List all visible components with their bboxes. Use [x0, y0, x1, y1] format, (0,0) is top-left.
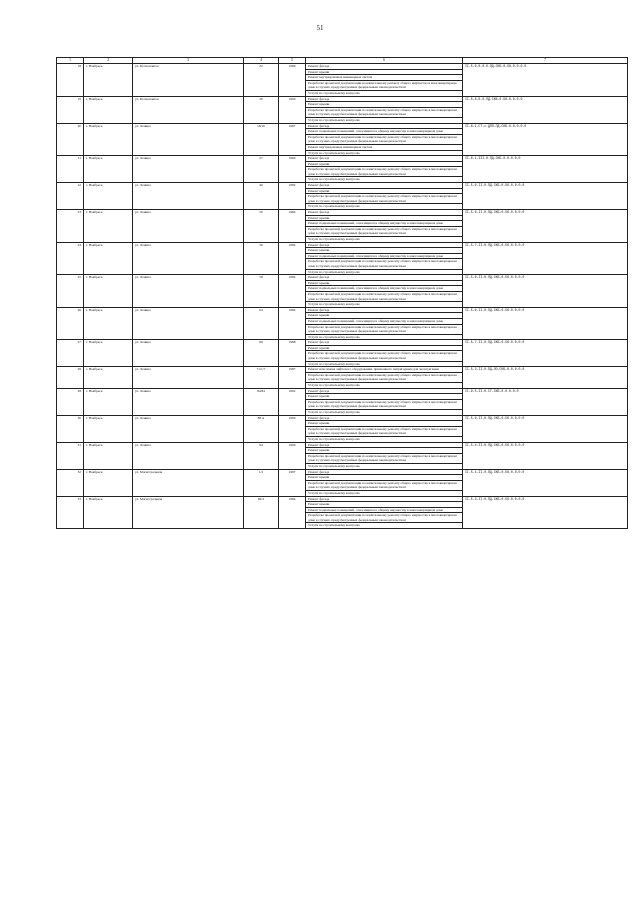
work-type-cell: Разработка проектной документации по капитальному ремонту общего имущества в многоквартирном доме в случаях, предусмотренных федеральным законодательством	[306, 291, 463, 301]
row-number: 31	[57, 442, 84, 469]
col-header: 4	[244, 58, 279, 64]
house-cell: 68	[244, 340, 279, 367]
col-header: 3	[133, 58, 244, 64]
work-type-cell: Услуги по строительному контролю	[306, 269, 463, 275]
year-cell: 1984	[279, 210, 306, 243]
year-cell: 1984	[279, 496, 306, 529]
city-cell: г. Ноябрьск	[84, 242, 133, 275]
work-code-cell: II-5-3-II-0-ПД-СКБ-0-56-0-0-0-0	[463, 496, 628, 529]
work-type-cell: Ремонт подвальных помещений, относящихся к общему имуществу в многоквартирном доме	[306, 507, 463, 513]
house-cell: 88 А	[244, 415, 279, 442]
work-type-cell: Разработка проектной документации по капитальному ремонту общего имущества в многоквартирном доме в случаях, предусмотренных федеральным законодательством	[306, 259, 463, 269]
city-cell: г. Ноябрьск	[84, 64, 133, 97]
work-type-cell: Ремонт крыши	[306, 345, 463, 351]
work-type-cell: Ремонт крыши	[306, 102, 463, 108]
row-number: 20	[57, 123, 84, 156]
col-header: 2	[84, 58, 133, 64]
work-type-cell: Разработка проектной документации по капитальному ремонту общего имущества в многоквартирном доме в случаях, предусмотренных федеральным законодательством	[306, 480, 463, 490]
work-code-cell: II-5-6-0-0-0-ПД-СКБ-0-56-0-0-0-0	[463, 64, 628, 97]
work-type-cell: Ремонт фасада	[306, 242, 463, 248]
city-cell: г. Ноябрьск	[84, 367, 133, 388]
street-cell: ул. Ленина	[133, 442, 244, 469]
work-type-cell: Ремонт крыши	[306, 280, 463, 286]
work-code-cell: II-8-1-СТ-с-ДПП-ПД-СКБ-0-0-0-0-0	[463, 123, 628, 156]
col-header: 7	[463, 58, 628, 64]
street-cell: ул. Ленина	[133, 367, 244, 388]
house-cell: 84/84	[244, 388, 279, 415]
work-type-cell: Разработка проектной документации по капитальному ремонту общего имущества в многоквартирном доме в случаях, предусмотренных федеральным законодательством	[306, 426, 463, 436]
work-type-cell: Услуги по строительному контролю	[306, 436, 463, 442]
year-cell: 1990	[279, 442, 306, 469]
work-code-cell: II-6-1-III-0-ПД-СКБ-0-0-0-0-0	[463, 156, 628, 183]
row-number: 19	[57, 96, 84, 123]
work-type-cell: Ремонт фасада	[306, 307, 463, 313]
house-cell: 94	[244, 442, 279, 469]
street-cell: ул. Ленина	[133, 242, 244, 275]
page-number: 51	[316, 24, 324, 32]
street-cell: ул. Ленина	[133, 415, 244, 442]
city-cell: г. Ноябрьск	[84, 388, 133, 415]
row-number: 24	[57, 242, 84, 275]
house-cell: 69/2	[244, 496, 279, 529]
year-cell: 1984	[279, 242, 306, 275]
city-cell: г. Ноябрьск	[84, 496, 133, 529]
work-type-cell: Ремонт фасада	[306, 388, 463, 394]
year-cell: 1987	[279, 367, 306, 388]
work-type-cell: Ремонт крыши	[306, 215, 463, 221]
street-cell: ул. Космонавтов	[133, 96, 244, 123]
street-cell: ул. Ленина	[133, 340, 244, 367]
street-cell: ул. Космонавтов	[133, 64, 244, 97]
row-number: 21	[57, 156, 84, 183]
street-cell: ул. Ленина	[133, 275, 244, 308]
city-cell: г. Ноябрьск	[84, 307, 133, 340]
work-type-cell: Ремонт или замена лифтового оборудования, признанного непригодным для эксплуатации	[306, 367, 463, 373]
year-cell: 1989	[279, 64, 306, 97]
city-cell: г. Ноябрьск	[84, 469, 133, 496]
repair-register-table	[56, 57, 628, 529]
row-number: 23	[57, 210, 84, 243]
table-body	[57, 64, 628, 529]
work-type-cell: Разработка проектной документации по капитальному ремонту общего имущества в многоквартирном доме в случаях, предусмотренных федеральным законодательством	[306, 453, 463, 463]
work-type-cell: Разработка проектной документации на капитальному ремонту общего имущества в многоквартирном доме в случаях, предусмотренных федеральным законодательством	[306, 80, 463, 90]
work-type-cell: Услуги по строительному контролю	[306, 177, 463, 183]
work-code-cell: II-5-6-II-0-ПД-СКБ-0-56-0-0-0-0	[463, 307, 628, 340]
city-cell: г. Ноябрьск	[84, 156, 133, 183]
work-code-cell: II-5-4-II-0-ПД-СКБ-0-56-0-0-0-0	[463, 442, 628, 469]
col-header: 5	[279, 58, 306, 64]
work-type-cell: Разработка проектной документации по капитальному ремонту общего имущества в многоквартирном доме в случаях, предусмотренных федеральным законодательством	[306, 351, 463, 361]
row-number: 22	[57, 183, 84, 210]
street-cell: ул. Ленина	[133, 388, 244, 415]
work-code-cell: II-5-6-II-0-ПД-СКБ-0-56-0-0-0-0	[463, 210, 628, 243]
work-type-cell: Ремонт фасада	[306, 496, 463, 502]
work-type-cell: Услуги по строительному контролю	[306, 361, 463, 367]
work-code-cell: II-5-7-II-0-ПД-СКБ-0-56-0-0-0-0	[463, 340, 628, 367]
row-number: 25	[57, 275, 84, 308]
work-type-cell: Ремонт фасада	[306, 340, 463, 346]
row-number: 27	[57, 340, 84, 367]
work-type-cell: Ремонт подвальных помещений, относящихся к общему имуществу в многоквартирном доме	[306, 129, 463, 135]
row-number: 32	[57, 469, 84, 496]
work-type-cell: Ремонт подвальных помещений, относящихся к общему имуществу в многоквартирном доме	[306, 221, 463, 227]
street-cell: ул. Ленина	[133, 123, 244, 156]
house-cell: 71/1/7	[244, 367, 279, 388]
work-code-cell: II-5-8-0-0-ПД-СКБ-0-58-0-0-0-0	[463, 96, 628, 123]
work-type-cell: Ремонт крыши	[306, 313, 463, 319]
work-code-cell: II-5-6-II-0-ПД-СКБ-0-56-0-0-0-0	[463, 415, 628, 442]
year-cell: 1987	[279, 469, 306, 496]
city-cell: г. Ноябрьск	[84, 442, 133, 469]
street-cell: ул. Ленина	[133, 183, 244, 210]
street-cell: ул. Ленина	[133, 156, 244, 183]
year-cell: 1988	[279, 340, 306, 367]
work-type-cell: Ремонт фасада	[306, 156, 463, 162]
work-type-cell: Услуги по строительному контролю	[306, 204, 463, 210]
work-type-cell: Ремонт крыши	[306, 421, 463, 427]
work-type-cell: Ремонт подвальных помещений, относящихся к общему имуществу в многоквартирном доме	[306, 253, 463, 259]
house-cell: 40	[244, 183, 279, 210]
house-cell: 18/16	[244, 123, 279, 156]
work-type-cell: Разработка проектной документации по капитальному ремонту общего имущества в многоквартирном доме в случаях, предусмотренных федеральным законодательством	[306, 324, 463, 334]
work-type-cell: Услуги по строительному контролю	[306, 117, 463, 123]
work-type-cell: Разработка проектной документации по капитальному ремонту общего имущества в многоквартирном доме в случаях, предусмотренных федеральным законодательством	[306, 226, 463, 236]
work-type-cell: Ремонт крыши	[306, 502, 463, 508]
street-cell: ул. Ленина	[133, 210, 244, 243]
col-header: 6	[306, 58, 463, 64]
work-type-cell: Ремонт крыши	[306, 161, 463, 167]
work-type-cell: Услуги по строительному контролю	[306, 302, 463, 308]
house-cell: 58	[244, 275, 279, 308]
work-type-cell: Услуги по строительному контролю	[306, 490, 463, 496]
work-type-cell: Ремонт фасада	[306, 183, 463, 189]
work-type-cell: Разработка проектной документации по капитальному ремонту общего имущества в многоквартирном доме в случаях, предусмотренных федеральным законодательством	[306, 107, 463, 117]
work-type-cell: Ремонт фасада	[306, 415, 463, 421]
work-type-cell: Ремонт внутридомовых инженерных систем	[306, 75, 463, 81]
work-type-cell: Ремонт фасада	[306, 275, 463, 281]
work-type-cell: Разработка проектной документации по капитальному ремонту общего имущества в многоквартирном доме в случаях, предусмотренных федеральным законодательством	[306, 167, 463, 177]
year-cell: 1987	[279, 123, 306, 156]
work-type-cell: Ремонт крыши	[306, 394, 463, 400]
house-cell: 22	[244, 64, 279, 97]
city-cell: г. Ноябрьск	[84, 96, 133, 123]
house-cell: 27	[244, 156, 279, 183]
work-type-cell: Разработка проектной документации по капитальному ремонту общего имущества в многоквартирном доме в случаях, предусмотренных федеральным законодательством	[306, 399, 463, 409]
street-cell: ул. Магистральная	[133, 496, 244, 529]
work-type-cell: Ремонт крыши	[306, 448, 463, 454]
work-type-cell: Разработка проектной документации по капитальному ремонту общего имущества в многоквартирном доме в случаях, предусмотренных федеральным законодательством	[306, 134, 463, 144]
work-type-cell: Услуги по строительному контролю	[306, 463, 463, 469]
city-cell: г. Ноябрьск	[84, 123, 133, 156]
year-cell: 1984	[279, 307, 306, 340]
row-number: 18	[57, 64, 84, 97]
col-header: 1	[57, 58, 84, 64]
work-type-cell: Ремонт фасада	[306, 64, 463, 70]
year-cell: 1990	[279, 156, 306, 183]
work-type-cell: Ремонт фасада	[306, 210, 463, 216]
year-cell: 1990	[279, 415, 306, 442]
city-cell: г. Ноябрьск	[84, 415, 133, 442]
work-type-cell: Услуги по строительному контролю	[306, 383, 463, 389]
house-cell: 1/2	[244, 469, 279, 496]
work-type-cell: Ремонт фасада	[306, 96, 463, 102]
house-cell: 26	[244, 96, 279, 123]
work-type-cell: Ремонт фасада	[306, 442, 463, 448]
work-type-cell: Ремонт крыши	[306, 248, 463, 254]
work-type-cell: Ремонт внутридомовых инженерных систем	[306, 144, 463, 150]
work-type-cell: Ремонт подвальных помещений, относящихся к общему имуществу в многоквартирном доме	[306, 318, 463, 324]
year-cell: 1982	[279, 183, 306, 210]
row-number: 30	[57, 415, 84, 442]
row-number: 26	[57, 307, 84, 340]
house-cell: 50	[244, 210, 279, 243]
house-cell: 64	[244, 307, 279, 340]
work-code-cell: II-5-7-II-0-ПД-СКБ-0-56-0-0-0-0	[463, 242, 628, 275]
work-type-cell: Услуги по строительному контролю	[306, 523, 463, 529]
work-code-cell: II-5-4-II-0-ПД-СКБ-0-56-0-0-0-0	[463, 469, 628, 496]
year-cell: 1990	[279, 96, 306, 123]
work-type-cell: Услуги по строительному контролю	[306, 410, 463, 416]
street-cell: ул. Ленина	[133, 307, 244, 340]
row-number: 33	[57, 496, 84, 529]
work-type-cell: Разработка проектной документации по капитальному ремонту общего имущества в многоквартирном доме в случаях, предусмотренных федеральным законодательством	[306, 513, 463, 523]
work-type-cell: Разработка проектной документации по капитальному ремонту общего имущества в многоквартирном доме в случаях, предусмотренных федеральным законодательством	[306, 194, 463, 204]
work-code-cell: II-5-6-II-0-ПД-СКБ-0-56-0-0-0-0	[463, 275, 628, 308]
work-type-cell: Ремонт фасада	[306, 123, 463, 129]
work-type-cell: Услуги по строительному контролю	[306, 150, 463, 156]
work-type-cell: Услуги по строительному контролю	[306, 334, 463, 340]
work-type-cell: Разработка проектной документации по капитальному ремонту общего имущества в многоквартирном доме в случаях, предусмотренных федеральным законодательством	[306, 372, 463, 382]
work-type-cell: Услуги по строительному контролю	[306, 237, 463, 243]
year-cell: 1984	[279, 275, 306, 308]
city-cell: г. Ноябрьск	[84, 275, 133, 308]
city-cell: г. Ноябрьск	[84, 183, 133, 210]
year-cell: 1992	[279, 388, 306, 415]
work-type-cell: Ремонт фасада	[306, 469, 463, 475]
work-code-cell: II-5-3-II-0-ПД-ЛО-СКБ-0-0-0-0-0	[463, 367, 628, 388]
city-cell: г. Ноябрьск	[84, 340, 133, 367]
street-cell: ул. Магистральная	[133, 469, 244, 496]
work-type-cell: Ремонт крыши	[306, 188, 463, 194]
work-code-cell: II-9-5-II-0-СТ-СКБ-0-0-0-0-0	[463, 388, 628, 415]
table-row	[57, 367, 628, 373]
work-type-cell: Ремонт крыши	[306, 69, 463, 75]
work-type-cell: Ремонт подвальных помещений, относящихся к общему имуществу в многоквартирном доме	[306, 286, 463, 292]
work-type-cell: Ремонт крыши	[306, 475, 463, 481]
house-cell: 56	[244, 242, 279, 275]
row-number: 28	[57, 367, 84, 388]
city-cell: г. Ноябрьск	[84, 210, 133, 243]
work-code-cell: II-5-6-II-0-ПД-СКБ-0-56-0-0-0-0	[463, 183, 628, 210]
work-type-cell: Услуги по строительному контролю	[306, 90, 463, 96]
row-number: 29	[57, 388, 84, 415]
